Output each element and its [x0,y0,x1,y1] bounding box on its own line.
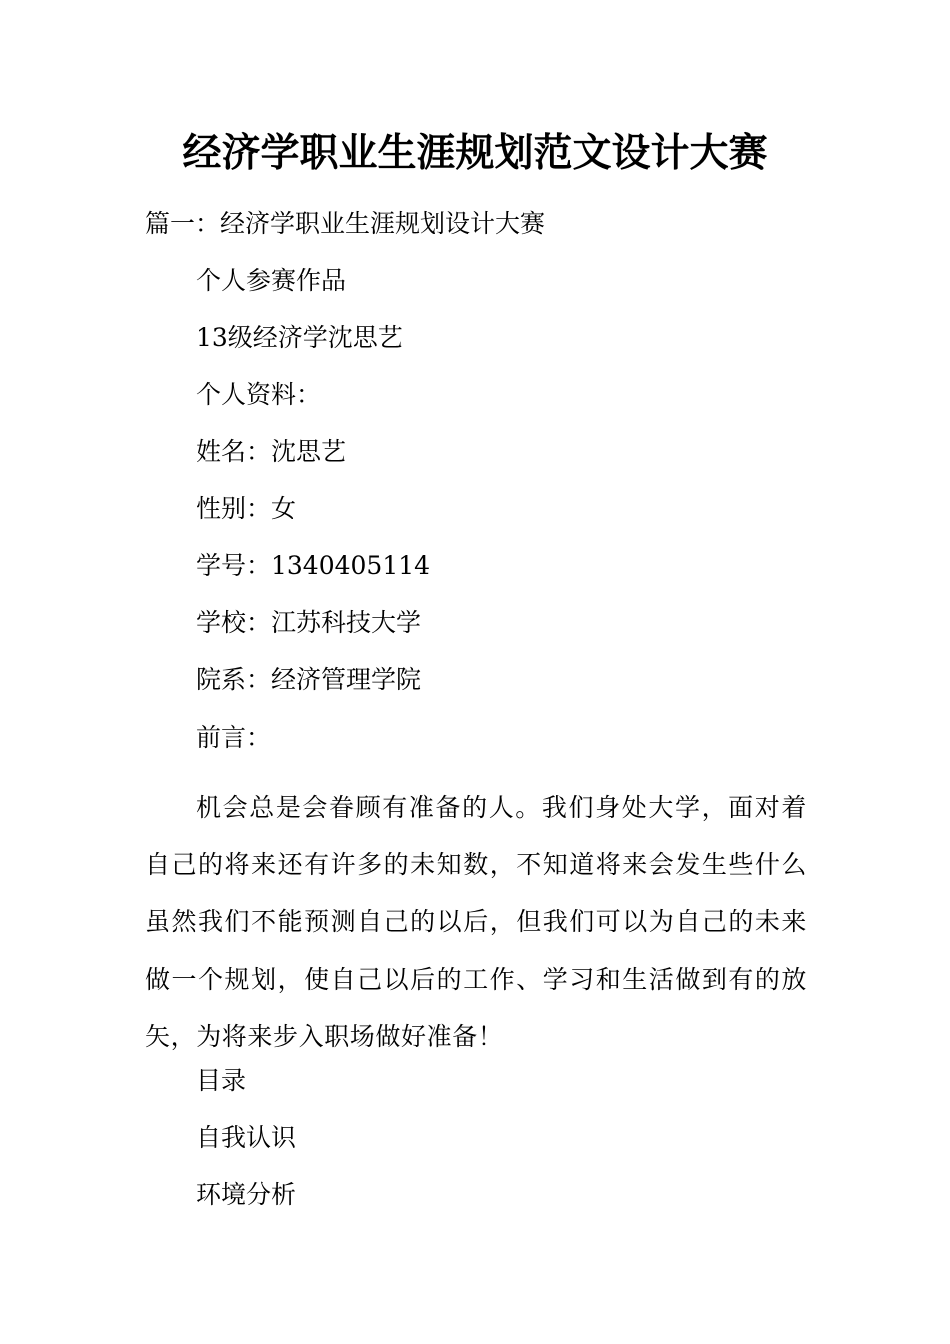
toc-heading: 目录 [196,1066,247,1095]
section-heading: 篇一：经济学职业生涯规划设计大赛 [145,209,546,238]
school-line: 学校：江苏科技大学 [196,608,422,637]
preface-paragraph: 机会总是会眷顾有准备的人。我们身处大学，面对着自己的将来还有许多的未知数，不知道将来会发生些什么虽然我们不能预测自己的以后，但我们可以为自己的未来做一个规划，使自己以后的工作、学习和生活做到有的放矢，为将来步入职场做好准备！ [145,793,807,1051]
preface-heading: 前言： [196,723,272,752]
toc-item-self-awareness: 自我认识 [196,1123,297,1152]
department-line: 院系：经济管理学院 [196,665,422,694]
author-line: 13级经济学沈思艺 [196,323,403,352]
name-line: 姓名：沈思艺 [196,437,347,466]
gender-line: 性别：女 [196,494,297,523]
profile-heading: 个人资料： [196,380,322,409]
document-title: 经济学职业生涯规划范文设计大赛 [182,130,768,176]
student-id-line: 学号：1340405114 [196,551,431,580]
entry-label: 个人参赛作品 [196,266,347,295]
toc-item-environment-analysis: 环境分析 [196,1180,297,1209]
